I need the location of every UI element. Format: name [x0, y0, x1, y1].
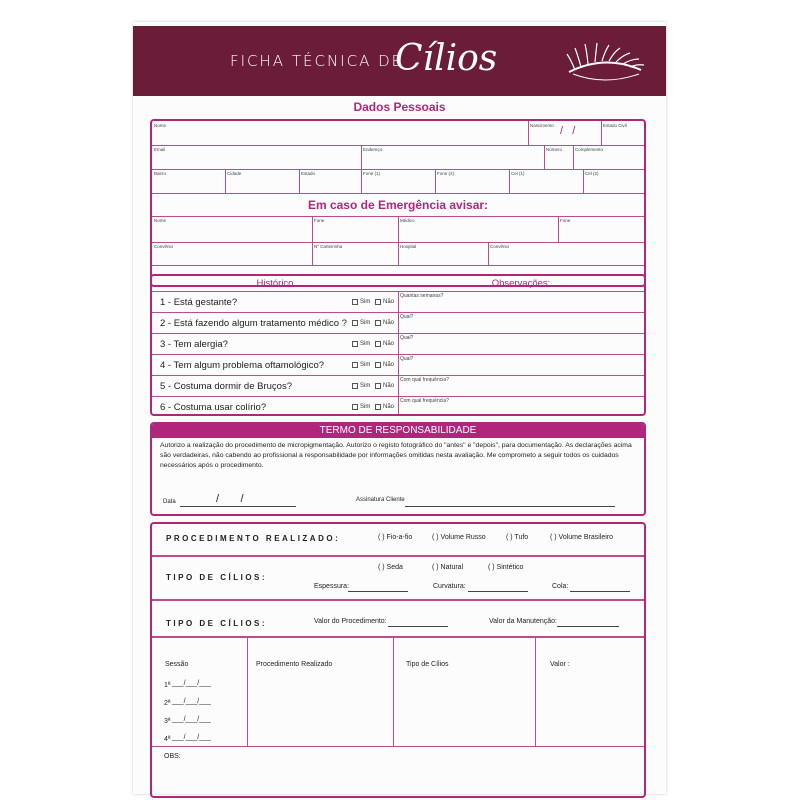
option-tufo[interactable]: ( ) Tufo [506, 534, 529, 541]
q4-nao-checkbox[interactable]: Não [375, 362, 394, 368]
title-banner [133, 26, 666, 96]
field-label-carteirinha: Nº Carteirinha [314, 244, 343, 249]
q2-nao-checkbox[interactable]: Não [375, 320, 394, 326]
field-label-estado: Estado [301, 171, 316, 176]
field-label-endereco: Endereço [363, 147, 383, 152]
col-tipo: Tipo de Cílios [406, 661, 449, 668]
obs-hint-6: Com qual frequência? [400, 398, 449, 404]
field-label-cel2: Cel (2) [585, 171, 599, 176]
field-label-convenio: Convênio [154, 244, 174, 249]
valor-procedimento-field[interactable] [388, 626, 448, 627]
termo-heading: TERMO DE RESPONSABILIDADE [152, 424, 644, 438]
procedimento-box: PROCEDIMENTO REALIZADO: ( ) Fio-a-fio ( ) Volume Russo ( ) Tufo ( ) Volume Brasileiro ( ) Seda ( ) Natural ( ) Sintético TIPO DE CÍLIOS: Espessura: Curvatura: Cola: TIPO DE CÍLIOS: Valor do Procedimento: Valor da Manutenção: Sessão Procedimento Realizado Tipo de Cílios Valor : 1ª ___/___/___ 2ª ___/___/___ 3ª ___/___/___ 4ª ___/___/___ OBS: [150, 522, 646, 798]
procedimento-label: PROCEDIMENTO REALIZADO: [166, 534, 341, 543]
field-label-emerg-nome: Nome [154, 218, 167, 223]
tipo-cilios-label-2: TIPO DE CÍLIOS: [166, 619, 268, 628]
field-label-estado-civil: Estado Civil [603, 123, 627, 128]
assinatura-label: Assinatura Cliente [356, 497, 405, 503]
field-label-bairro: Bairro [154, 171, 167, 176]
historico-heading: Histórico [256, 278, 294, 289]
valor-manutencao-field[interactable] [557, 626, 619, 627]
termo-box: TERMO DE RESPONSABILIDADE Autorizo a realização do procedimento de micropigmentação. Autorizo o registo fotográfico do "antes" e "depois", para documentação. As declarações acima são verdadeiras, não cabendo ao profissional a responsabilidade por informações omitidas nesta avaliação. Me comprometo a seguir todos os cuidados necessários após o procedimento. Data / / Assinatura Cliente [150, 422, 646, 516]
emergencia-heading: Em caso de Emergência avisar: [307, 198, 489, 212]
q6-sim-checkbox[interactable]: Sim [352, 404, 370, 410]
espessura-field[interactable] [348, 591, 408, 592]
field-label-nascimento: Nascimento [530, 123, 554, 128]
field-label-cel1: Cel (1) [511, 171, 525, 176]
obs-hint-5: Com qual frequência? [400, 377, 449, 383]
title-prefix: FICHA TÉCNICA DE [230, 52, 404, 70]
historico-box [150, 274, 646, 416]
cola-field[interactable] [570, 591, 630, 592]
curvatura-field[interactable] [468, 591, 528, 592]
obs-hint-3: Qual? [400, 335, 414, 341]
obs-label: OBS: [164, 753, 181, 760]
field-label-convenio2: Convênio [490, 244, 510, 249]
q4-sim-checkbox[interactable]: Sim [352, 362, 370, 368]
session-row-1: 1ª [164, 682, 171, 689]
dados-pessoais-heading: Dados Pessoais [353, 100, 446, 114]
question-5: 5 - Costuma dormir de Bruços? [160, 381, 292, 392]
data-label: Data [163, 499, 176, 505]
data-field[interactable] [180, 506, 296, 507]
tipo-cilios-label-1: TIPO DE CÍLIOS: [166, 573, 268, 582]
option-volume-brasileiro[interactable]: ( ) Volume Brasileiro [550, 534, 614, 541]
option-fio-a-fio[interactable]: ( ) Fio-a-fio [378, 534, 413, 541]
question-4: 4 - Tem algum problema oftamológico? [160, 360, 325, 371]
obs-hint-1: Quantas semanas? [400, 293, 444, 299]
session-row-4: 4ª [164, 736, 171, 743]
field-label-medico-fone: Fone [560, 218, 571, 223]
assinatura-field[interactable] [405, 506, 615, 507]
session-row-3: 3ª [164, 718, 171, 725]
col-valor: Valor : [550, 661, 570, 668]
field-label-fone2: Fone (2) [437, 171, 455, 176]
valor-procedimento-label: Valor do Procedimento: [314, 618, 387, 625]
field-label-numero: Número [546, 147, 563, 152]
obs-hint-2: Qual? [400, 314, 414, 320]
q3-nao-checkbox[interactable]: Não [375, 341, 394, 347]
session-row-2: 2ª [164, 700, 171, 707]
question-6: 6 - Costuma usar colírio? [160, 402, 267, 413]
eyelash-icon [565, 42, 645, 90]
espessura-label: Espessura: [314, 583, 350, 590]
q5-sim-checkbox[interactable]: Sim [352, 383, 370, 389]
obs-hint-4: Qual? [400, 356, 414, 362]
field-label-nome: Nome [154, 123, 167, 128]
question-1: 1 - Está gestante? [160, 297, 238, 308]
termo-text: Autorizo a realização do procedimento de micropigmentação. Autorizo o registo fotográfico do "antes" e "depois", para documentação. As declarações acima são verdadeiras, não cabendo ao profissional a responsabilidade por informações omitidas nesta avaliação. Me comprometo a seguir todos os cuidados necessários após o procedimento. [160, 442, 632, 469]
title-main: Cílios [395, 38, 498, 79]
field-label-hospital: Hospital [400, 244, 417, 249]
question-2: 2 - Está fazendo algum tratamento médico ? [160, 318, 347, 329]
col-sessao: Sessão [165, 661, 189, 668]
field-label-medico: Médico [400, 218, 415, 223]
q1-sim-checkbox[interactable]: Sim [352, 299, 370, 305]
dados-pessoais-box: Nome Nascimento / / Estado Civil Email Endereço Número Complemento Bairro Cidade Estado Fone (1) Fone (2) Cel (1) Cel (2) Em caso de Emergência avisar: Nome Fone Médico Fone Convênio Nº Carteirinha Hospital Convênio [150, 119, 646, 287]
field-label-fone1: Fone (1) [363, 171, 381, 176]
observacoes-heading: Observações: [491, 278, 551, 289]
option-volume-russo[interactable]: ( ) Volume Russo [432, 534, 486, 541]
q3-sim-checkbox[interactable]: Sim [352, 341, 370, 347]
q2-sim-checkbox[interactable]: Sim [352, 320, 370, 326]
q1-nao-checkbox[interactable]: Não [375, 299, 394, 305]
field-label-email: Email [154, 147, 166, 152]
form-sheet [133, 22, 666, 794]
option-natural[interactable]: ( ) Natural [432, 564, 464, 571]
question-3: 3 - Tem alergia? [160, 339, 228, 350]
option-sintetico[interactable]: ( ) Sintético [488, 564, 524, 571]
field-label-complemento: Complemento [575, 147, 604, 152]
q6-nao-checkbox[interactable]: Não [375, 404, 394, 410]
field-label-cidade: Cidade [227, 171, 242, 176]
field-label-emerg-fone: Fone [314, 218, 325, 223]
option-seda[interactable]: ( ) Seda [378, 564, 403, 571]
cola-label: Cola: [552, 583, 569, 590]
curvatura-label: Curvatura: [433, 583, 466, 590]
col-procedimento: Procedimento Realizado [256, 661, 333, 668]
valor-manutencao-label: Valor da Manutenção: [489, 618, 557, 625]
q5-nao-checkbox[interactable]: Não [375, 383, 394, 389]
